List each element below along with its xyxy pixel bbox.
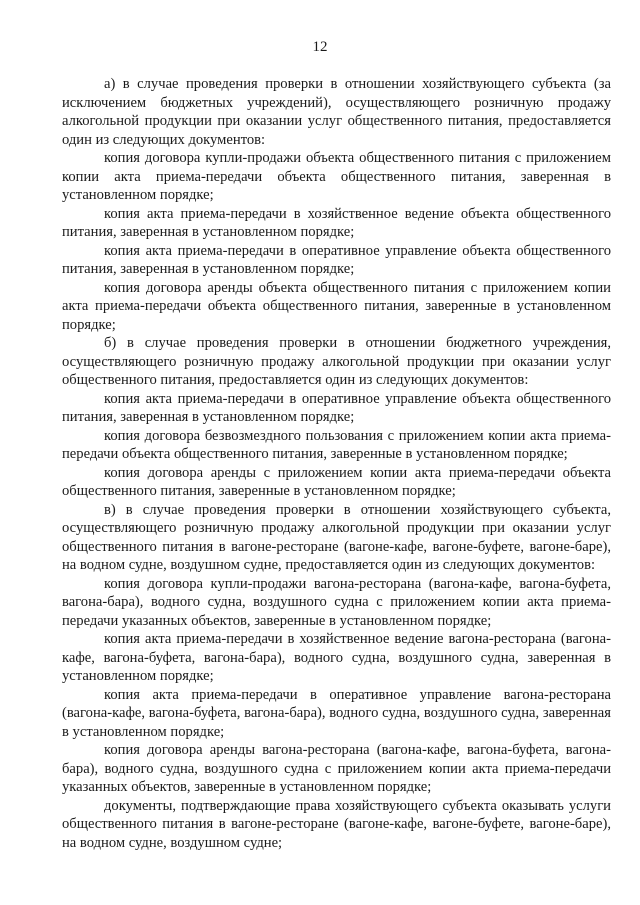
list-item: копия акта приема-передачи в хозяйственное ведение объекта общественного питания, заверенная в установленном порядке; (62, 205, 611, 240)
list-item: документы, подтверждающие права хозяйствующего субъекта оказывать услуги общественного питания в вагоне-ресторане (вагоне-кафе, вагоне-буфете, вагоне-баре), на водном судне, воздушном судне; (62, 797, 611, 851)
list-item: копия акта приема-передачи в оперативное управление объекта общественного питания, заверенная в установленном порядке; (62, 242, 611, 277)
list-item: копия акта приема-передачи в хозяйственное ведение вагона-ресторана (вагона-кафе, вагона-буфета, вагона-бара), водного судна, воздушного судна, заверенная в установленном порядке; (62, 631, 611, 684)
list-item: копия договора безвозмездного пользования с приложением копии акта приема-передачи объекта общественного питания, заверенные в установленном порядке; (62, 427, 611, 462)
paragraph-b-intro: б) в случае проведения проверки в отношении бюджетного учреждения, осуществляющего розничную продажу алкогольной продукции при оказании услуг общественного питания, предоставляется один из следующих документов: (62, 335, 611, 388)
list-item: копия договора купли-продажи объекта общественного питания с приложением копии акта приема-передачи объекта общественного питания, заверенная в установленном порядке; (62, 150, 611, 203)
page-number: 12 (312, 39, 328, 55)
list-item: копия акта приема-передачи в оперативное управление объекта общественного питания, заверенная в установленном порядке; (62, 390, 611, 425)
list-item: копия договора аренды вагона-ресторана (вагона-кафе, вагона-буфета, вагона-бара), водного судна, воздушного судна с приложением копии акта приема-передачи указанных объектов, заверенные в установленном порядке; (62, 742, 611, 795)
list-item: копия акта приема-передачи в оперативное управление вагона-ресторана (вагона-кафе, вагона-буфета, вагона-бара), водного судна, воздушного судна, заверенная в установленном порядке; (62, 686, 611, 740)
list-item: копия договора аренды объекта общественного питания с приложением копии акта приема-передачи объекта общественного питания, заверенные в установленном порядке; (62, 279, 611, 333)
paragraph-v-intro: в) в случае проведения проверки в отношении хозяйствующего субъекта, осуществляющего розничную продажу алкогольной продукции при оказании услуг общественного питания в вагоне-ресторане (вагоне-кафе, вагоне-буфете, вагоне-баре), на водном судне, воздушном судне, предоставляется один из следующих документов: (62, 501, 611, 573)
list-item: копия договора аренды с приложением копии акта приема-передачи объекта общественного питания, заверенные в установленном порядке; (62, 464, 611, 499)
list-item: копия договора купли-продажи вагона-ресторана (вагона-кафе, вагона-буфета, вагона-бара), водного судна, воздушного судна с приложением копии акта приема-передачи указанных объектов, заверенные в установленном порядке; (62, 575, 611, 629)
paragraph-a-intro: а) в случае проведения проверки в отношении хозяйствующего субъекта (за исключением бюджетных учреждений), осуществляющего розничную продажу алкогольной продукции при оказании услуг общественного питания, предоставляется один из следующих документов: (62, 76, 611, 148)
document-body (62, 75, 611, 852)
